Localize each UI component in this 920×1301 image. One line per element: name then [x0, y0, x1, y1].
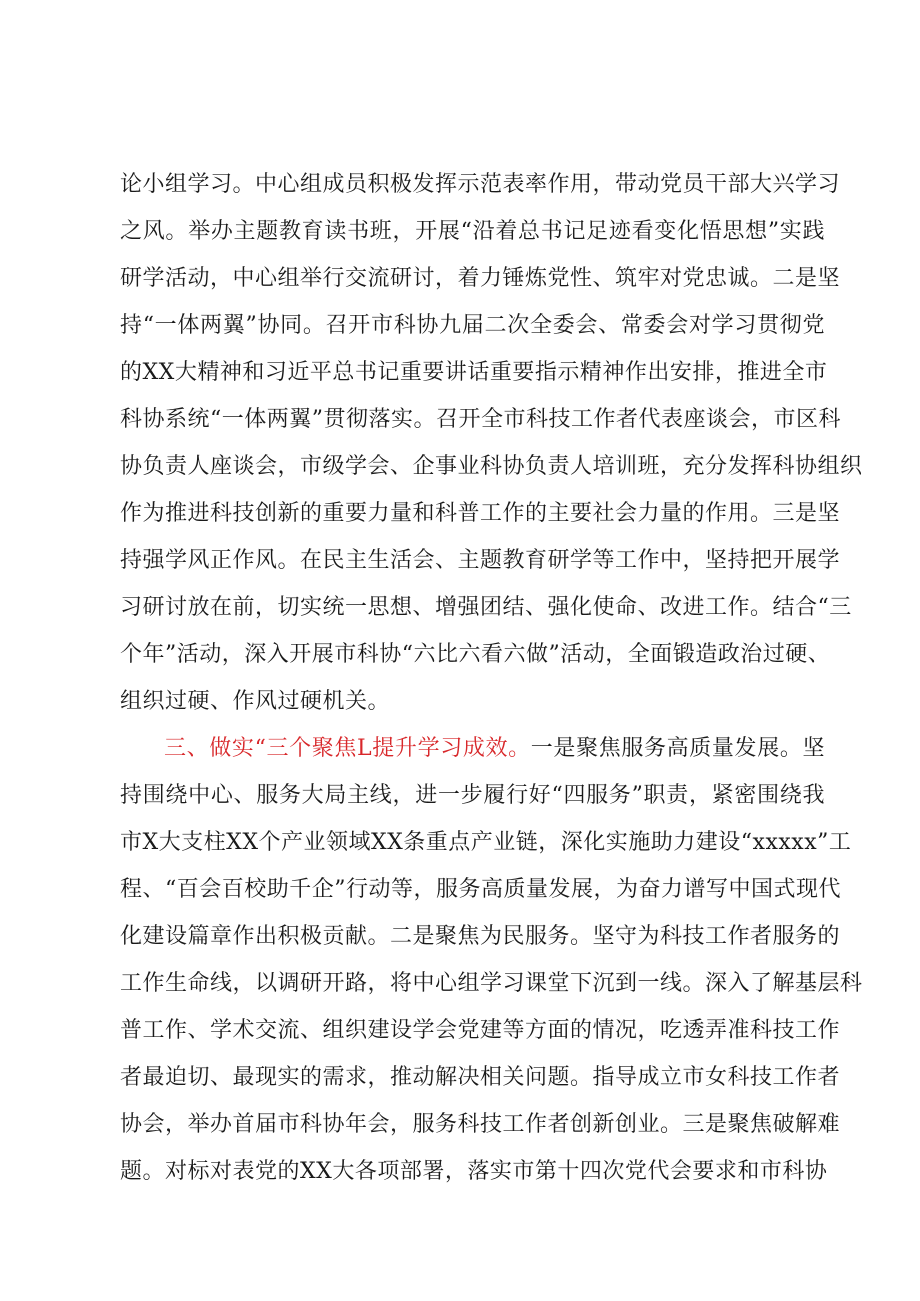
section-first-line-rest: 一是聚焦服务高质量发展。坚 — [530, 736, 825, 761]
text-line: 者最迫切、最现实的需求，推动解决相关问题。指导成立市女科技工作者 — [120, 1065, 841, 1090]
text-line: 之风。举办主题教育读书班，开展“沿着总书记足迹看变化悟思想”实践 — [120, 219, 825, 244]
text-line: 的XX大精神和习近平总书记重要讲话重要指示精神作出安排，推进全市 — [120, 360, 828, 385]
text-line: 论小组学习。中心组成员积极发挥示范表率作用，带动党员干部大兴学习 — [120, 172, 841, 197]
text-line: 持“一体两翼”协同。召开市科协九届二次全委会、常委会对学习贯彻党 — [120, 313, 825, 338]
text-line: 协负责人座谈会，市级学会、企事业科协负责人培训班，充分发挥科协组织 — [120, 454, 863, 479]
text-line: 普工作、学术交流、组织建设学会党建等方面的情况，吃透弄准科技工作 — [120, 1018, 841, 1043]
text-line: 题。对标对表党的XX大各项部署，落实市第十四次党代会要求和市科协 — [120, 1159, 828, 1184]
text-line: 市X大支柱XX个产业领域XX条重点产业链，深化实施助力建设“xxxxx”工 — [120, 830, 852, 855]
text-line: 作为推进科技创新的重要力量和科普工作的主要社会力量的作用。三是坚 — [120, 501, 841, 526]
text-line: 协会，举办首届市科协年会，服务科技工作者创新创业。三是聚焦破解难 — [120, 1112, 841, 1137]
text-line: 组织过硬、作风过硬机关。 — [120, 689, 391, 714]
text-line: 习研讨放在前，切实统一思想、增强团结、强化使命、改进工作。结合“三 — [120, 595, 852, 620]
text-line: 研学活动，中心组举行交流研讨，着力锤炼党性、筑牢对党忠诚。二是坚 — [120, 266, 841, 291]
text-line: 科协系统“一体两翼”贯彻落实。召开全市科技工作者代表座谈会，市区科 — [120, 407, 841, 432]
section-heading: 三、做实“三个聚焦L提升学习成效。 — [164, 736, 531, 761]
text-line: 个年”活动，深入开展市科协“六比六看六做”活动，全面锻造政治过硬、 — [120, 642, 831, 667]
text-line: 工作生命线，以调研开路，将中心组学习课堂下沉到一线。深入了解基层科 — [120, 971, 863, 996]
section-first-line — [164, 734, 825, 764]
text-line: 持强学风正作风。在民主生活会、主题教育研学等工作中，坚持把开展学 — [120, 548, 841, 573]
text-line: 化建设篇章作出积极贡献。二是聚焦为民服务。坚守为科技工作者服务的 — [120, 924, 841, 949]
text-line: 持围绕中心、服务大局主线，进一步履行好“四服务”职责，紧密围绕我 — [120, 783, 825, 808]
text-line: 程、“百会百校助千企”行动等，服务高质量发展，为奋力谱写中国式现代 — [120, 877, 841, 902]
